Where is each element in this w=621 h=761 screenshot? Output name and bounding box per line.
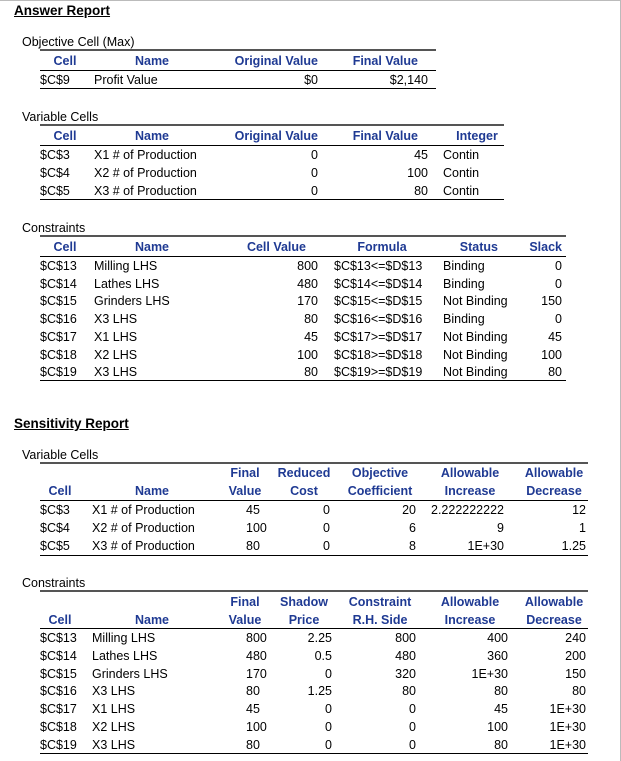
cell-name: Profit Value — [94, 73, 158, 87]
col-header-price: Price — [288, 613, 320, 627]
shadow-price: 0 — [325, 720, 332, 734]
col-header-original-value: Original Value — [234, 54, 318, 68]
cell-ref: $C$16 — [40, 312, 77, 327]
slack: 45 — [548, 329, 562, 344]
variables-header-rule — [40, 145, 504, 146]
col-header-cost: Cost — [290, 484, 318, 498]
cell-ref: $C$18 — [40, 720, 77, 734]
objective-header-rule — [40, 70, 436, 71]
col-header-objective: Objective — [351, 466, 409, 480]
col-header-final: Final — [230, 595, 260, 609]
variables-top-rule — [40, 124, 504, 126]
col-header-cell: Cell — [53, 240, 77, 254]
shadow-price: 0 — [325, 737, 332, 752]
col-header-increase: Increase — [444, 613, 496, 627]
allowable-decrease: 200 — [565, 648, 586, 663]
col-header-original-value: Original Value — [234, 129, 318, 143]
cell-name: X3 LHS — [92, 737, 136, 752]
col-header-shadow: Shadow — [280, 595, 328, 609]
cell-value: 80 — [304, 312, 318, 327]
allowable-increase: 400 — [487, 631, 508, 645]
objective-coefficient: 20 — [402, 503, 416, 517]
col-header-allowable-dec: Allowable — [524, 595, 584, 609]
col-header-final-value: Final Value — [352, 54, 418, 68]
final-value: 80 — [246, 539, 260, 553]
final-value: 100 — [246, 521, 267, 535]
cell-ref: $C$18 — [40, 347, 77, 362]
allowable-increase: 360 — [487, 648, 508, 663]
original-value: $0 — [304, 73, 318, 87]
final-value: 45 — [246, 503, 260, 517]
shadow-price: 0 — [325, 666, 332, 681]
col-header-coefficient: Coefficient — [347, 484, 413, 498]
cell-name: X3 LHS — [92, 684, 136, 699]
cell-value: 170 — [297, 294, 318, 309]
cell-ref: $C$5 — [40, 539, 70, 553]
col-header-name: Name — [134, 484, 170, 498]
col-header-allowable-inc: Allowable — [440, 595, 500, 609]
constraints-bottom-rule — [40, 380, 566, 381]
cell-name: X3 LHS — [94, 312, 138, 327]
constraint-rh-side: 800 — [395, 631, 416, 645]
cell-name: Grinders LHS — [92, 666, 168, 681]
constraint-rh-side: 480 — [395, 648, 416, 663]
cell-ref: $C$9 — [40, 73, 70, 87]
constraint-rh-side: 0 — [409, 702, 416, 717]
final-value: $2,140 — [389, 73, 428, 87]
cell-ref: $C$19 — [40, 365, 77, 380]
col-header-status: Status — [459, 240, 498, 254]
cell-value: 480 — [297, 276, 318, 291]
col-header-formula: Formula — [357, 240, 407, 254]
reduced-cost: 0 — [323, 521, 330, 535]
original-value: 0 — [311, 184, 318, 198]
allowable-decrease: 12 — [572, 503, 586, 517]
allowable-decrease: 1.25 — [561, 539, 586, 553]
status: Binding — [443, 259, 485, 273]
col-header-decrease: Decrease — [526, 613, 582, 627]
col-header-name: Name — [134, 54, 170, 68]
shadow-price: 1.25 — [307, 684, 332, 699]
col-header-final: Final — [230, 466, 260, 480]
slack: 0 — [555, 276, 562, 291]
cell-ref: $C$4 — [40, 166, 70, 180]
col-header-name: Name — [134, 613, 170, 627]
cell-ref: $C$19 — [40, 737, 77, 752]
cell-value: 100 — [297, 347, 318, 362]
sensitivity-report-title: Sensitivity Report — [14, 416, 129, 431]
shadow-price: 0.5 — [314, 648, 332, 663]
allowable-decrease: 1E+30 — [549, 737, 586, 752]
col-header-cell: Cell — [53, 54, 77, 68]
constraint-rh-side: 80 — [402, 684, 416, 699]
final-value: 480 — [246, 648, 267, 663]
col-header-value: Value — [228, 484, 262, 498]
cell-ref: $C$14 — [40, 648, 77, 663]
cell-ref: $C$3 — [40, 503, 70, 517]
shadow-price: 2.25 — [307, 631, 332, 645]
sens-constraints-section-label: Constraints — [22, 576, 86, 590]
slack: 0 — [555, 312, 562, 327]
allowable-increase: 100 — [487, 720, 508, 734]
cell-value: 80 — [304, 365, 318, 380]
allowable-increase: 9 — [497, 521, 504, 535]
cell-name: X1 LHS — [92, 702, 136, 717]
constraints-header-rule — [40, 256, 566, 257]
objective-coefficient: 6 — [409, 521, 416, 535]
status: Not Binding — [443, 365, 508, 380]
cell-name: X1 LHS — [94, 329, 138, 344]
slack: 150 — [541, 294, 562, 309]
col-header-final-value: Final Value — [352, 129, 418, 143]
cell-value: 800 — [297, 259, 318, 273]
cell-ref: $C$15 — [40, 294, 77, 309]
status: Not Binding — [443, 329, 508, 344]
constraint-rh-side: 320 — [395, 666, 416, 681]
cell-ref: $C$15 — [40, 666, 77, 681]
cell-ref: $C$3 — [40, 148, 70, 162]
shadow-price: 0 — [325, 702, 332, 717]
col-header-allowable-dec: Allowable — [524, 466, 584, 480]
variable-cells-section-label: Variable Cells — [22, 110, 99, 124]
cell-ref: $C$16 — [40, 684, 77, 699]
formula: $C$16<=$D$16 — [334, 312, 423, 327]
constraint-rh-side: 0 — [409, 737, 416, 752]
formula: $C$17>=$D$17 — [334, 329, 423, 344]
sens-variable-cells-section-label: Variable Cells — [22, 448, 99, 462]
variables-bottom-rule — [40, 199, 504, 200]
cell-value: 45 — [304, 329, 318, 344]
allowable-decrease: 1 — [579, 521, 586, 535]
original-value: 0 — [311, 148, 318, 162]
allowable-increase: 1E+30 — [467, 539, 504, 553]
original-value: 0 — [311, 166, 318, 180]
formula: $C$19>=$D$19 — [334, 365, 423, 380]
cell-ref: $C$13 — [40, 259, 77, 273]
formula: $C$14<=$D$14 — [334, 276, 423, 291]
col-header-cell: Cell — [48, 613, 72, 627]
slack: 80 — [548, 365, 562, 380]
cell-name: X2 # of Production — [94, 166, 197, 180]
allowable-decrease: 240 — [565, 631, 586, 645]
cell-name: X3 # of Production — [94, 184, 197, 198]
status: Binding — [443, 276, 485, 291]
sens-variables-top-rule — [40, 462, 588, 464]
formula: $C$18>=$D$18 — [334, 347, 423, 362]
cell-name: Lathes LHS — [94, 276, 160, 291]
final-value: 100 — [246, 720, 267, 734]
cell-name: X2 LHS — [92, 720, 136, 734]
col-header-name: Name — [134, 129, 170, 143]
integer-type: Contin — [443, 184, 480, 198]
objective-top-rule — [40, 49, 436, 51]
cell-ref: $C$17 — [40, 329, 77, 344]
objective-coefficient: 8 — [409, 539, 416, 553]
sens-constraints-bottom-rule — [40, 753, 588, 754]
answer-report-title: Answer Report — [14, 3, 111, 18]
top-border — [0, 0, 621, 1]
reduced-cost: 0 — [323, 503, 330, 517]
sens-constraints-top-rule — [40, 590, 588, 592]
col-header-reduced: Reduced — [277, 466, 331, 480]
final-value: 80 — [246, 737, 260, 752]
cell-name: X3 # of Production — [92, 539, 195, 553]
col-header-increase: Increase — [444, 484, 496, 498]
col-header-slack: Slack — [529, 240, 562, 254]
cell-name: X2 LHS — [94, 347, 138, 362]
cell-name: X1 # of Production — [92, 503, 195, 517]
cell-ref: $C$17 — [40, 702, 77, 717]
col-header-cell: Cell — [48, 484, 72, 498]
col-header-name: Name — [134, 240, 170, 254]
status: Binding — [443, 312, 485, 327]
final-value: 170 — [246, 666, 267, 681]
final-value: 80 — [246, 684, 260, 699]
final-value: 80 — [414, 184, 428, 198]
final-value: 45 — [414, 148, 428, 162]
formula: $C$13<=$D$13 — [334, 259, 423, 273]
cell-name: Grinders LHS — [94, 294, 170, 309]
col-header-constraint: Constraint — [348, 595, 412, 609]
sens-variables-bottom-rule — [40, 555, 588, 556]
constraints-top-rule — [40, 235, 566, 237]
cell-name: X2 # of Production — [92, 521, 195, 535]
objective-section-label: Objective Cell (Max) — [22, 35, 135, 49]
allowable-decrease: 80 — [572, 684, 586, 699]
cell-ref: $C$5 — [40, 184, 70, 198]
final-value: 800 — [246, 631, 267, 645]
constraint-rh-side: 0 — [409, 720, 416, 734]
slack: 100 — [541, 347, 562, 362]
allowable-increase: 80 — [494, 684, 508, 699]
cell-ref: $C$4 — [40, 521, 70, 535]
sens-variables-header-rule — [40, 500, 588, 501]
col-header-cell-value: Cell Value — [246, 240, 306, 254]
final-value: 100 — [407, 166, 428, 180]
integer-type: Contin — [443, 166, 480, 180]
reduced-cost: 0 — [323, 539, 330, 553]
cell-ref: $C$14 — [40, 276, 77, 291]
cell-name: Lathes LHS — [92, 648, 158, 663]
status: Not Binding — [443, 347, 508, 362]
col-header-rh-side: R.H. Side — [352, 613, 408, 627]
final-value: 45 — [246, 702, 260, 717]
cell-name: Milling LHS — [94, 259, 158, 273]
objective-bottom-rule — [40, 88, 436, 89]
cell-name: X3 LHS — [94, 365, 138, 380]
allowable-decrease: 1E+30 — [549, 720, 586, 734]
sens-constraints-header-rule — [40, 628, 588, 629]
status: Not Binding — [443, 294, 508, 309]
col-header-cell: Cell — [53, 129, 77, 143]
col-header-integer: Integer — [456, 129, 498, 143]
col-header-allowable-inc: Allowable — [440, 466, 500, 480]
allowable-increase: 80 — [494, 737, 508, 752]
cell-name: Milling LHS — [92, 631, 156, 645]
allowable-increase: 45 — [494, 702, 508, 717]
allowable-decrease: 1E+30 — [549, 702, 586, 717]
allowable-increase: 2.222222222 — [431, 503, 504, 517]
slack: 0 — [555, 259, 562, 273]
col-header-decrease: Decrease — [526, 484, 582, 498]
cell-name: X1 # of Production — [94, 148, 197, 162]
col-header-value: Value — [228, 613, 262, 627]
allowable-decrease: 150 — [565, 666, 586, 681]
formula: $C$15<=$D$15 — [334, 294, 423, 309]
integer-type: Contin — [443, 148, 480, 162]
constraints-section-label: Constraints — [22, 221, 86, 235]
allowable-increase: 1E+30 — [471, 666, 508, 681]
cell-ref: $C$13 — [40, 631, 77, 645]
